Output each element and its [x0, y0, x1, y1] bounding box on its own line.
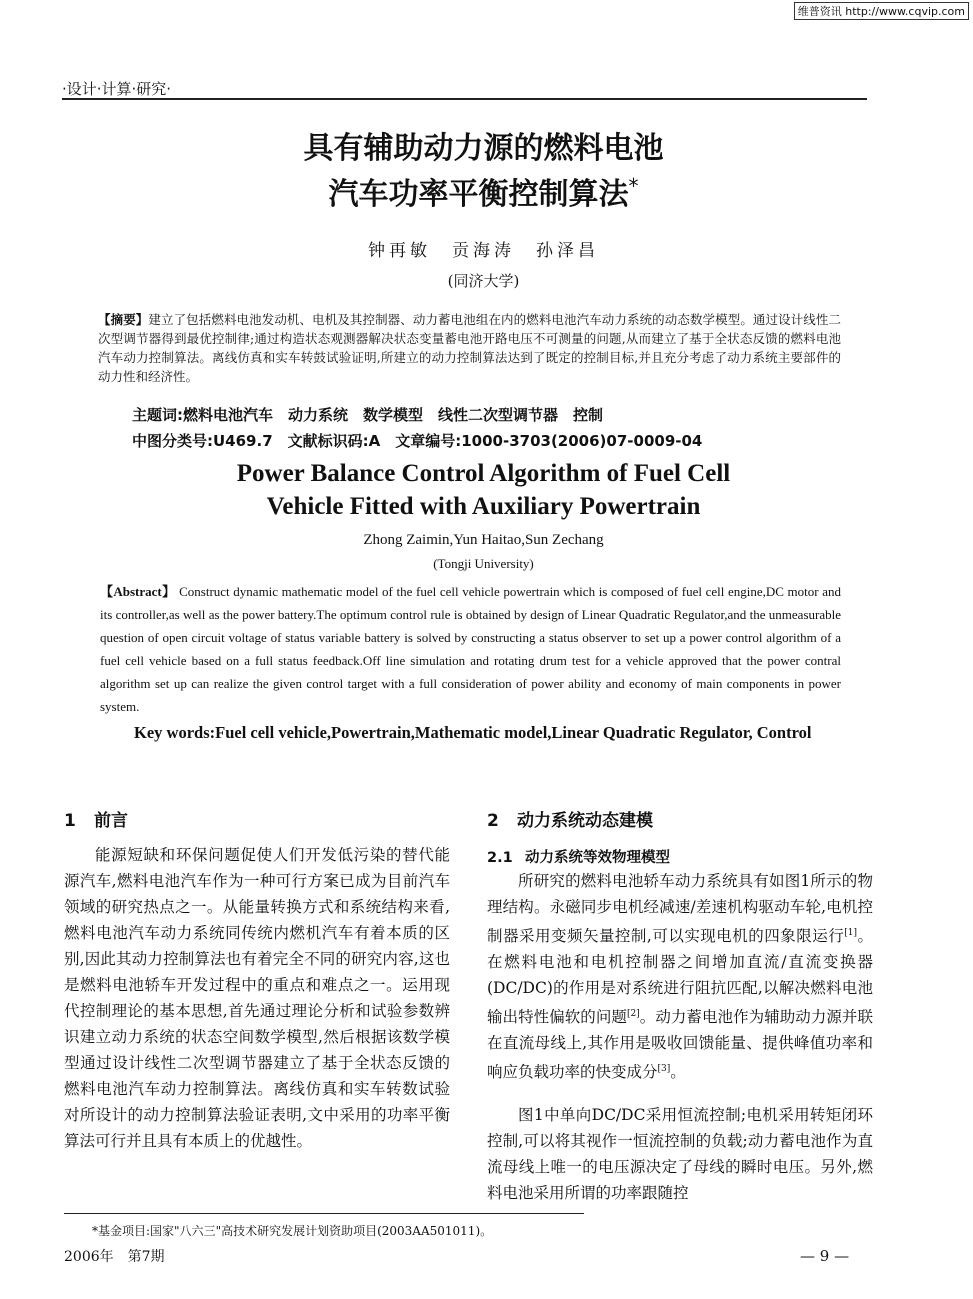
citation-2: [2]: [626, 1009, 640, 1020]
footnote-rule: [64, 1213, 584, 1214]
abstract-en: [100, 580, 841, 718]
authors-cn: 钟再敏 贡海涛 孙泽昌: [368, 241, 599, 261]
section2-paragraph1: [487, 868, 873, 1085]
section2-1-number: 2.1: [487, 850, 513, 866]
affiliation-cn: (同济大学): [447, 272, 520, 290]
p1-part-b: 。在燃料电池和电机控制器之间增加直流/直流变换器(DC/DC)的作用是对系统进行阻抗匹配,以解决燃料电池输出特性偏软的问题: [487, 927, 873, 1027]
classification: 中图分类号:U469.7 文献标识码:A 文章编号:1000-3703(2006)07-0009-04: [132, 432, 703, 450]
p1-part-d: 。: [670, 1063, 686, 1082]
citation-3: [3]: [657, 1064, 671, 1075]
abstract-cn-text: 建立了包括燃料电池发动机、电机及其控制器、动力蓄电池组在内的燃料电池汽车动力系统的动态数学模型。通过设计线性二次型调节器得到最优控制律;通过构造状态观测器解决状态变量蓄电池开路电压不可测量的问题,从而建立了基于全状态反馈的燃料电池汽车动力控制算法。离线仿真和实车转鼓试验证明,所建立的动力控制算法达到了既定的控制目标,并且充分考虑了动力系统主要部件的动力性和经济性。: [98, 312, 841, 384]
title-cn-line2-text: 汽车功率平衡控制算法: [328, 177, 629, 212]
authors-en: Zhong Zaimin,Yun Haitao,Sun Zechang: [363, 532, 604, 548]
title-footnote-mark: *: [628, 174, 639, 198]
abstract-en-label: 【Abstract】: [100, 584, 176, 599]
section1-heading: [64, 806, 450, 831]
footnote: *基金项目:国家"八六三"高技术研究发展计划资助项目(2003AA501011)。: [92, 1224, 493, 1238]
citation-1: [1]: [844, 928, 857, 938]
keywords-en: Key words:Fuel cell vehicle,Powertrain,Mathematic model,Linear Quadratic Regulator, Control: [134, 723, 812, 742]
section1-paragraph: 能源短缺和环保问题促使人们开发低污染的替代能源汽车,燃料电池汽车作为一种可行方案已成为目前汽车领域的研究热点之一。从能量转换方式和系统结构来看,燃料电池汽车动力系统同传统内燃机汽车有着本质的区别,因此其动力控制算法也有着完全不同的研究内容,这也是燃料电池轿车开发过程中的重点和难点之一。运用现代控制理论的基本思想,首先通过理论分析和试验参数辨识建立动力系统的状态空间数学模型,然后根据该数学模型通过设计线性二次型调节器建立了基于全状态反馈的燃料电池汽车动力控制算法。离线仿真和实车转数试验对所设计的动力控制算法验证表明,文中采用的功率平衡算法可行并且具有本质上的优越性。: [64, 846, 450, 1150]
header-rule: [62, 98, 867, 100]
affiliation-en: (Tongji University): [433, 556, 534, 571]
abstract-en-text: Construct dynamic mathematic model of the fuel cell vehicle powertrain which is composed of fuel cell engine,DC motor and its controller,as well as the power battery.The optimum control rule is obtained by design of Linear Quadratic Regulator,and the unmeasurable question of open circuit voltage of status variable battery is solved by constructing a status observer to set up a power control algorithm of a fuel cell vehicle based on a full status feedback.Off line simulation and rotating drum test for a vehicle approved that the power contral algorithm set up can realize the given control target with a full consideration of power ability and economy of main components in power system.: [100, 584, 841, 714]
section1-number: 1: [64, 811, 76, 831]
abstract-cn-label: 【摘要】: [98, 312, 149, 327]
section2-1-heading: [487, 846, 873, 867]
title-cn-line2: [100, 176, 867, 210]
title-en-line2: Vehicle Fitted with Auxiliary Powertrain: [266, 493, 701, 520]
section2-number: 2: [487, 811, 499, 831]
section2-1-title: 动力系统等效物理模型: [525, 850, 670, 866]
section2-paragraph2: 图1中单向DC/DC采用恒流控制;电机采用转矩闭环控制,可以将其视作一恒流控制的负载;动力蓄电池作为直流母线上唯一的电压源决定了母线的瞬时电压。另外,燃料电池采用所谓的功率跟随控: [487, 1106, 873, 1202]
issue-info: 2006年 第7期: [64, 1249, 165, 1265]
title-en-line1: Power Balance Control Algorithm of Fuel Cell: [236, 460, 731, 487]
abstract-cn: [98, 310, 841, 386]
section2-heading: [487, 806, 873, 831]
section-tag: ·设计·计算·研究·: [62, 80, 172, 98]
section1-title: 前言: [94, 811, 128, 831]
section2-title: 动力系统动态建模: [517, 811, 653, 831]
p1-part-c: 。动力蓄电池作为辅助动力源并联在直流母线上,其作用是吸收回馈能量、提供峰值功率和响应负载功率的快变成分: [487, 1008, 873, 1082]
keywords-cn: 主题词:燃料电池汽车 动力系统 数学模型 线性二次型调节器 控制: [132, 406, 604, 424]
p1-part-a: 所研究的燃料电池轿车动力系统具有如图1所示的物理结构。永磁同步电机经减速/差速机构驱动车轮,电机控制器采用变频矢量控制,可以实现电机的四象限运行: [487, 872, 873, 946]
page-number: — 9 —: [800, 1247, 850, 1265]
title-cn-line1: 具有辅助动力源的燃料电池: [303, 131, 664, 166]
watermark: 维普资讯 http://www.cqvip.com: [794, 2, 969, 20]
